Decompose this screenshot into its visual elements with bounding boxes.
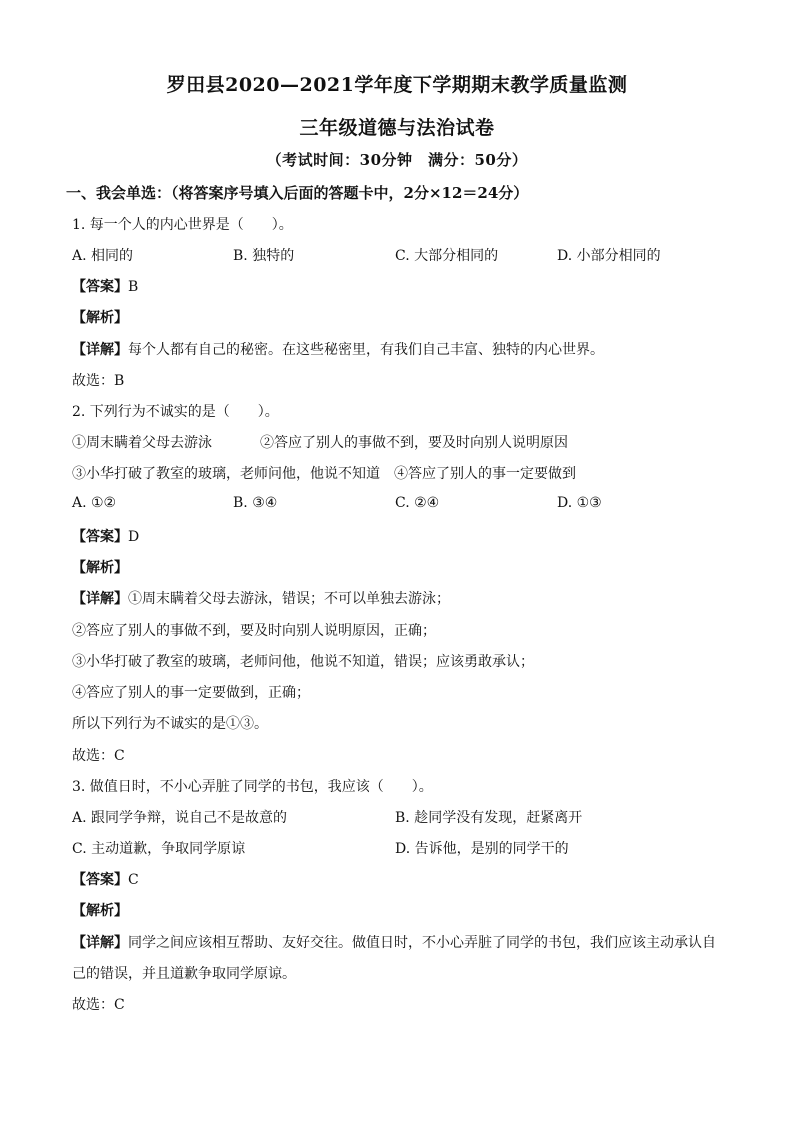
answer-value: C (128, 872, 139, 888)
q1-choice: 故选：B (72, 373, 125, 389)
q2-answer (72, 526, 139, 546)
q2-item-4: ④答应了别人的事一定要做到 (394, 466, 576, 482)
exam-info: （考试时间：30分钟 满分：50分） (266, 151, 528, 169)
question-1-stem: 1. 每一个人的内心世界是（ ）。 (72, 217, 293, 233)
q2-item-1: ①周末瞒着父母去游泳 (72, 435, 212, 451)
detail-tag: 【详解】 (72, 591, 128, 607)
answer-value: B (128, 279, 139, 295)
answer-tag: 【答案】 (72, 872, 128, 888)
detail-text: 每个人都有自己的秘密。在这些秘密里，有我们自己丰富、独特的内心世界。 (128, 342, 604, 358)
section-heading: 一、我会单选：（将答案序号填入后面的答题卡中，2分×12＝24分） (66, 184, 529, 202)
detail-text: ①周末瞒着父母去游泳，错误；不可以单独去游泳； (128, 591, 450, 607)
q3-choice: 故选：C (72, 997, 125, 1013)
answer-value: D (128, 529, 140, 545)
q2-option-d: D. ①③ (557, 495, 602, 511)
q1-option-b: B. 独特的 (233, 248, 295, 264)
q3-option-a: A. 跟同学争辩，说自己不是故意的 (72, 810, 288, 826)
q3-detail-1 (72, 932, 716, 952)
q2-option-b: B. ③④ (233, 495, 278, 511)
q1-option-c: C. 大部分相同的 (395, 248, 499, 264)
q3-answer (72, 869, 139, 889)
q3-option-c: C. 主动道歉，争取同学原谅 (72, 841, 246, 857)
q2-option-a: A. ①② (72, 495, 117, 511)
q2-item-2: ②答应了别人的事做不到，要及时向别人说明原因 (260, 435, 568, 451)
q2-choice: 故选：C (72, 748, 125, 764)
q1-option-a: A. 相同的 (72, 248, 134, 264)
question-2-stem: 2. 下列行为不诚实的是（ ）。 (72, 404, 279, 420)
q2-item-3: ③小华打破了教室的玻璃，老师问他，他说不知道 (72, 466, 380, 482)
detail-tag: 【详解】 (72, 342, 128, 358)
q2-detail-3: ③小华打破了教室的玻璃，老师问他，他说不知道，错误；应该勇敢承认； (72, 654, 534, 670)
detail-text: 同学之间应该相互帮助、友好交往。做值日时，不小心弄脏了同学的书包，我们应该主动承认自 (128, 935, 716, 951)
page-title: 罗田县2020—2021学年度下学期期末教学质量监测 (166, 74, 628, 96)
question-3-stem: 3. 做值日时，不小心弄脏了同学的书包，我应该（ ）。 (72, 779, 433, 795)
q2-detail-4: ④答应了别人的事一定要做到，正确； (72, 685, 310, 701)
page-subtitle: 三年级道德与法治试卷 (299, 117, 495, 139)
q2-detail-1 (72, 588, 450, 608)
q1-detail (72, 339, 604, 359)
q3-option-b: B. 趁同学没有发现，赶紧离开 (395, 810, 583, 826)
answer-tag: 【答案】 (72, 529, 128, 545)
q3-analysis-tag: 【解析】 (72, 903, 128, 919)
q2-option-c: C. ②④ (395, 495, 440, 511)
q1-analysis-tag: 【解析】 (72, 310, 128, 326)
q1-option-d: D. 小部分相同的 (557, 248, 661, 264)
q2-detail-2: ②答应了别人的事做不到，要及时向别人说明原因，正确； (72, 623, 436, 639)
q1-answer (72, 276, 138, 296)
answer-tag: 【答案】 (72, 279, 128, 295)
q3-option-d: D. 告诉他，是别的同学干的 (395, 841, 569, 857)
q3-detail-2: 己的错误，并且道歉争取同学原谅。 (72, 966, 296, 982)
q2-analysis-tag: 【解析】 (72, 560, 128, 576)
q2-detail-5: 所以下列行为不诚实的是①③。 (72, 716, 268, 732)
detail-tag: 【详解】 (72, 935, 128, 951)
